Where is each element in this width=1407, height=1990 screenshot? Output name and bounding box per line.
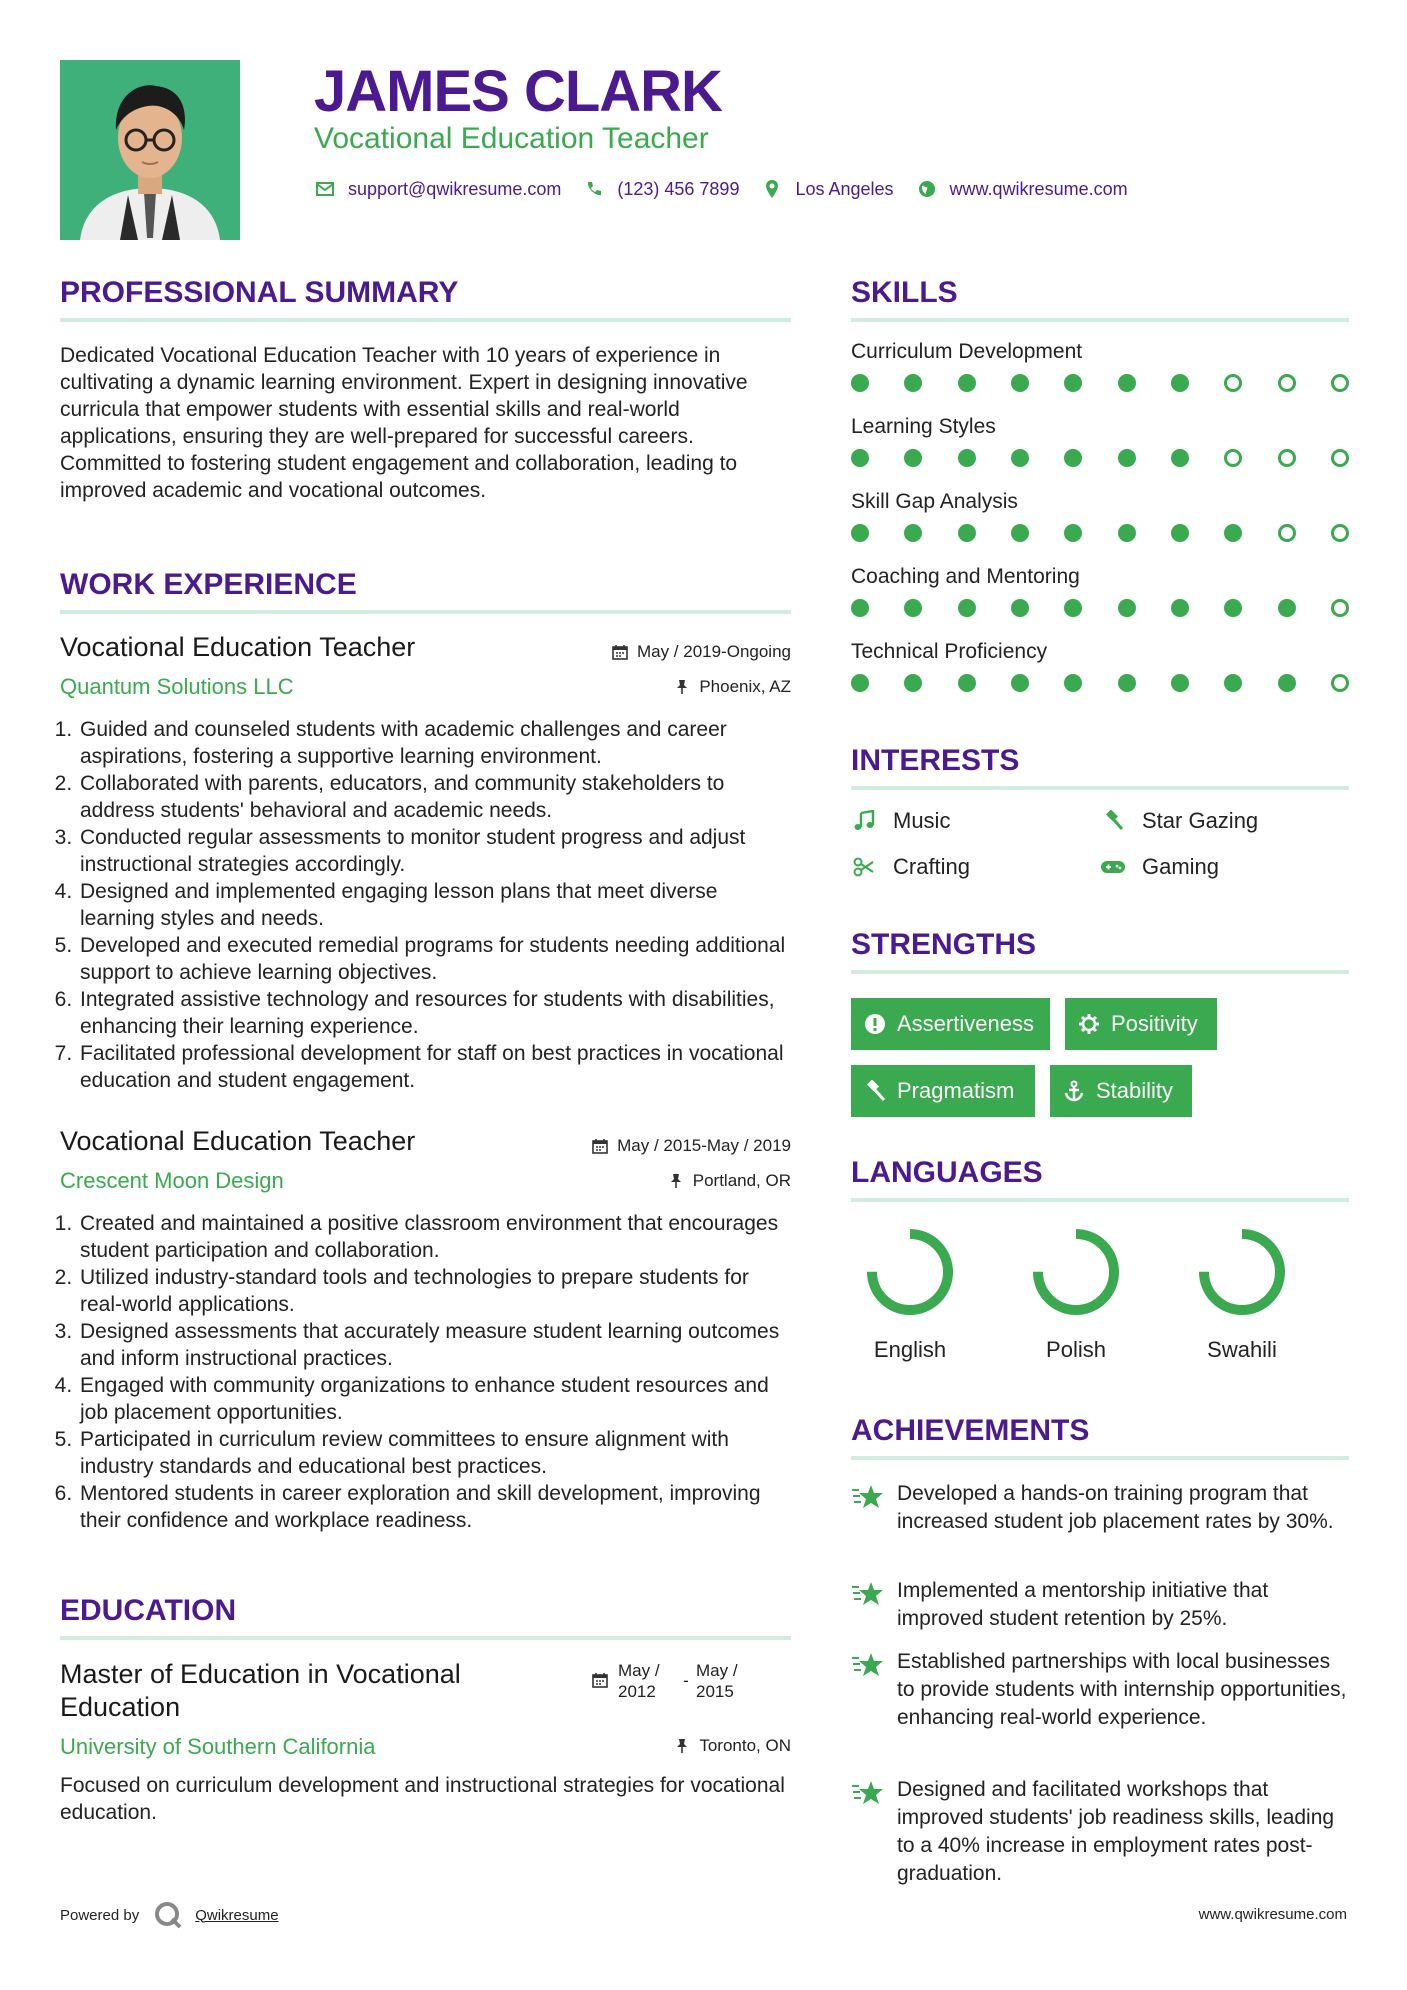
envelope-icon bbox=[314, 178, 336, 200]
rating-dot-filled bbox=[1011, 599, 1029, 617]
interests-divider bbox=[851, 786, 1349, 790]
skills-divider bbox=[851, 318, 1349, 322]
rating-dot-filled bbox=[958, 599, 976, 617]
job-duties-list bbox=[60, 1210, 790, 1534]
achievement-text: Designed and facilitated workshops that improved students' job readiness skills, leading to a 40% increase in employment rates post-graduation. bbox=[897, 1778, 1335, 1885]
map-pin-icon bbox=[761, 178, 783, 200]
skill-rating bbox=[851, 524, 1349, 542]
education-location-text: Toronto, ON bbox=[699, 1736, 791, 1755]
strength-assertiveness bbox=[851, 998, 1050, 1050]
end-year: 2015 bbox=[696, 1682, 734, 1701]
list-item: 5. Participated in curriculum review committees to ensure alignment with industry standards and educational best practices. bbox=[78, 1426, 790, 1480]
rating-dot-filled bbox=[958, 449, 976, 467]
job-dates bbox=[611, 642, 791, 662]
interest-music bbox=[851, 808, 950, 834]
music-note-icon bbox=[851, 808, 877, 834]
profile-photo bbox=[60, 60, 240, 240]
rating-dot-filled bbox=[904, 524, 922, 542]
education-heading: EDUCATION bbox=[60, 1594, 237, 1627]
rating-dot-filled bbox=[1171, 674, 1189, 692]
list-item: 3. Designed assessments that accurately measure student learning outcomes and inform instructional practices. bbox=[78, 1318, 790, 1372]
job-dates-text: May / 2019-Ongoing bbox=[636, 642, 791, 661]
rating-dot-empty bbox=[1331, 524, 1349, 542]
rating-dot-empty bbox=[1278, 374, 1296, 392]
strength-label: Assertiveness bbox=[897, 1011, 1034, 1036]
achievements-divider bbox=[851, 1456, 1349, 1460]
rating-dot-filled bbox=[1064, 374, 1082, 392]
list-item: 6. Integrated assistive technology and resources for students with disabilities, enhancing their learning experience. bbox=[78, 986, 790, 1040]
skill-rating bbox=[851, 449, 1349, 467]
gear-icon bbox=[1077, 1012, 1101, 1036]
contact-phone[interactable] bbox=[583, 178, 739, 200]
exclamation-circle-icon bbox=[863, 1012, 887, 1036]
language-label: Polish bbox=[1046, 1337, 1106, 1362]
rating-dot-empty bbox=[1331, 599, 1349, 617]
job-duties-list bbox=[60, 716, 790, 1094]
job-location-text: Portland, OR bbox=[692, 1171, 791, 1190]
anchor-icon bbox=[1062, 1079, 1086, 1103]
skills-heading: SKILLS bbox=[851, 276, 958, 309]
job-title: Vocational Education Teacher bbox=[60, 632, 416, 662]
skill-item bbox=[851, 565, 1349, 617]
rating-dot-empty bbox=[1224, 449, 1242, 467]
rating-dot-filled bbox=[958, 524, 976, 542]
start-year: 2012 bbox=[618, 1682, 656, 1701]
language-item bbox=[855, 1224, 965, 1363]
education-start bbox=[618, 1660, 676, 1702]
rating-dot-filled bbox=[904, 674, 922, 692]
contact-website[interactable] bbox=[916, 178, 1128, 200]
rating-dot-empty bbox=[1331, 374, 1349, 392]
candidate-title: Vocational Education Teacher bbox=[314, 122, 709, 155]
rating-dot-filled bbox=[1064, 449, 1082, 467]
star-award-icon bbox=[851, 1482, 885, 1516]
rating-dot-filled bbox=[1171, 374, 1189, 392]
pushpin-icon bbox=[673, 1737, 691, 1755]
rating-dot-filled bbox=[1171, 524, 1189, 542]
achievement-text: Established partnerships with local businesses to provide students with internship opportunities, enhancing real-world experience. bbox=[897, 1650, 1347, 1729]
language-proficiency-ring bbox=[1194, 1224, 1290, 1320]
footer-site[interactable]: www.qwikresume.com bbox=[1198, 1906, 1347, 1923]
list-item: 2. Utilized industry-standard tools and technologies to prepare students for real-world applications. bbox=[78, 1264, 790, 1318]
rating-dot-filled bbox=[851, 374, 869, 392]
achievement-item bbox=[851, 1480, 1351, 1536]
pushpin-icon bbox=[667, 1172, 685, 1190]
skill-label: Technical Proficiency bbox=[851, 640, 1048, 663]
skill-label: Coaching and Mentoring bbox=[851, 565, 1080, 588]
strengths-heading: STRENGTHS bbox=[851, 928, 1037, 961]
gavel-icon bbox=[863, 1079, 887, 1103]
contact-bar bbox=[314, 178, 1150, 200]
education-end bbox=[696, 1660, 754, 1702]
website-text: www.qwikresume.com bbox=[949, 178, 1128, 199]
email-text: support@qwikresume.com bbox=[348, 178, 562, 199]
skill-rating bbox=[851, 374, 1349, 392]
languages-heading: LANGUAGES bbox=[851, 1156, 1043, 1189]
summary-divider bbox=[60, 318, 791, 322]
skill-item bbox=[851, 490, 1349, 542]
strength-stability bbox=[1050, 1065, 1192, 1117]
education-location bbox=[673, 1736, 791, 1756]
contact-location bbox=[761, 178, 893, 200]
rating-dot-filled bbox=[1224, 524, 1242, 542]
interest-label: Gaming bbox=[1142, 854, 1220, 879]
rating-dot-filled bbox=[1011, 449, 1029, 467]
interest-label: Music bbox=[893, 808, 951, 833]
school-name: University of Southern California bbox=[60, 1734, 376, 1759]
location-text: Los Angeles bbox=[795, 178, 894, 199]
work-heading: WORK EXPERIENCE bbox=[60, 568, 357, 601]
achievements-heading: ACHIEVEMENTS bbox=[851, 1414, 1090, 1447]
strengths-divider bbox=[851, 970, 1349, 974]
pushpin-icon bbox=[673, 678, 691, 696]
candidate-name: JAMES CLARK bbox=[314, 59, 722, 124]
list-item: 6. Mentored students in career exploration and skill development, improving their confidence and workplace readiness. bbox=[78, 1480, 790, 1534]
achievement-text: Implemented a mentorship initiative that improved student retention by 25%. bbox=[897, 1579, 1269, 1630]
language-label: English bbox=[873, 1337, 947, 1362]
scissors-icon bbox=[851, 854, 877, 880]
rating-dot-filled bbox=[1118, 449, 1136, 467]
rating-dot-empty bbox=[1331, 674, 1349, 692]
gamepad-icon bbox=[1100, 854, 1126, 880]
interest-star-gazing bbox=[1100, 808, 1258, 834]
phone-icon bbox=[583, 178, 605, 200]
language-proficiency-ring bbox=[1028, 1224, 1124, 1320]
achievement-text: Developed a hands-on training program that increased student job placement rates by 30%. bbox=[897, 1482, 1334, 1533]
job-location-text: Phoenix, AZ bbox=[699, 677, 791, 696]
skill-label: Curriculum Development bbox=[851, 340, 1083, 363]
interests-heading: INTERESTS bbox=[851, 744, 1020, 777]
qwikresume-logo-icon bbox=[153, 1900, 183, 1930]
list-item: 3. Conducted regular assessments to monitor student progress and adjust instructional strategies accordingly. bbox=[78, 824, 790, 878]
degree-title: Master of Education in Vocational Education bbox=[60, 1659, 461, 1722]
rating-dot-filled bbox=[1064, 599, 1082, 617]
rating-dot-filled bbox=[958, 674, 976, 692]
rating-dot-filled bbox=[1118, 674, 1136, 692]
job-title: Vocational Education Teacher bbox=[60, 1126, 416, 1156]
skill-label: Skill Gap Analysis bbox=[851, 490, 1018, 513]
language-label: Swahili bbox=[1207, 1337, 1277, 1362]
skill-rating bbox=[851, 599, 1349, 617]
rating-dot-filled bbox=[851, 449, 869, 467]
list-item: 1. Guided and counseled students with academic challenges and career aspirations, fostering a supportive learning environment. bbox=[78, 716, 790, 770]
calendar-icon bbox=[592, 1672, 610, 1690]
achievement-item bbox=[851, 1577, 1351, 1633]
rating-dot-filled bbox=[1224, 599, 1242, 617]
start-month: May / bbox=[618, 1661, 660, 1680]
job-dates bbox=[591, 1136, 791, 1156]
rating-dot-empty bbox=[1331, 449, 1349, 467]
interest-label: Star Gazing bbox=[1142, 808, 1259, 833]
rating-dot-filled bbox=[1011, 674, 1029, 692]
list-item: 5. Developed and executed remedial programs for students needing additional support to achieve learning objectives. bbox=[78, 932, 790, 986]
rating-dot-filled bbox=[851, 599, 869, 617]
education-description: Focused on curriculum development and instructional strategies for vocational education. bbox=[60, 1774, 785, 1824]
list-item: 2. Collaborated with parents, educators, and community stakeholders to address students' behavioral and academic needs. bbox=[78, 770, 790, 824]
rating-dot-empty bbox=[1278, 524, 1296, 542]
rating-dot-filled bbox=[904, 449, 922, 467]
footer-powered-by bbox=[60, 1900, 279, 1930]
skill-item bbox=[851, 340, 1349, 392]
achievement-item bbox=[851, 1648, 1351, 1732]
list-item: 4. Designed and implemented engaging lesson plans that meet diverse learning styles and needs. bbox=[78, 878, 790, 932]
globe-icon bbox=[916, 178, 938, 200]
rating-dot-filled bbox=[904, 599, 922, 617]
rating-dot-filled bbox=[1011, 374, 1029, 392]
rating-dot-filled bbox=[1224, 674, 1242, 692]
language-proficiency-ring bbox=[862, 1224, 958, 1320]
rating-dot-filled bbox=[1171, 449, 1189, 467]
skill-item bbox=[851, 415, 1349, 467]
achievement-item bbox=[851, 1776, 1351, 1888]
rating-dot-filled bbox=[1278, 674, 1296, 692]
phone-text: (123) 456 7899 bbox=[617, 178, 740, 199]
rating-dot-filled bbox=[958, 374, 976, 392]
interest-crafting bbox=[851, 854, 970, 880]
skill-item bbox=[851, 640, 1349, 692]
job-location bbox=[667, 1171, 791, 1191]
rating-dot-empty bbox=[1224, 374, 1242, 392]
interest-label: Crafting bbox=[893, 854, 971, 879]
languages-divider bbox=[851, 1198, 1349, 1202]
star-award-icon bbox=[851, 1579, 885, 1613]
rating-dot-filled bbox=[1278, 599, 1296, 617]
list-item: 4. Engaged with community organizations to enhance student resources and job placement opportunities. bbox=[78, 1372, 790, 1426]
strength-positivity bbox=[1065, 998, 1217, 1050]
rating-dot-filled bbox=[1118, 599, 1136, 617]
calendar-icon bbox=[591, 1137, 609, 1155]
star-award-icon bbox=[851, 1650, 885, 1684]
work-divider bbox=[60, 610, 791, 614]
skill-label: Learning Styles bbox=[851, 415, 996, 438]
summary-heading: PROFESSIONAL SUMMARY bbox=[60, 276, 459, 309]
end-month: May / bbox=[696, 1661, 738, 1680]
gavel-icon bbox=[1100, 808, 1126, 834]
list-item: 7. Facilitated professional development for staff on best practices in vocational education and student engagement. bbox=[78, 1040, 790, 1094]
job-company: Quantum Solutions LLC bbox=[60, 674, 294, 699]
proficiency-arc bbox=[1204, 1234, 1280, 1310]
contact-email[interactable] bbox=[314, 178, 561, 200]
job-dates-text: May / 2015-May / 2019 bbox=[617, 1136, 791, 1155]
rating-dot-filled bbox=[904, 374, 922, 392]
education-dates bbox=[592, 1660, 754, 1702]
rating-dot-filled bbox=[1118, 524, 1136, 542]
rating-dot-filled bbox=[1171, 599, 1189, 617]
rating-dot-filled bbox=[1064, 674, 1082, 692]
powered-by-text: Powered by bbox=[60, 1906, 140, 1924]
education-divider bbox=[60, 1636, 791, 1640]
rating-dot-filled bbox=[1011, 524, 1029, 542]
proficiency-arc bbox=[1038, 1234, 1114, 1310]
rating-dot-empty bbox=[1278, 449, 1296, 467]
language-item bbox=[1187, 1224, 1297, 1363]
calendar-icon bbox=[611, 643, 629, 661]
proficiency-arc bbox=[872, 1234, 948, 1310]
rating-dot-filled bbox=[1118, 374, 1136, 392]
strength-label: Positivity bbox=[1111, 1011, 1198, 1036]
job-location bbox=[673, 677, 791, 697]
language-item bbox=[1021, 1224, 1131, 1363]
interest-gaming bbox=[1100, 854, 1219, 880]
job-company: Crescent Moon Design bbox=[60, 1168, 284, 1193]
rating-dot-filled bbox=[1064, 524, 1082, 542]
list-item: 1. Created and maintained a positive classroom environment that encourages student participation and collaboration. bbox=[78, 1210, 790, 1264]
rating-dot-filled bbox=[851, 674, 869, 692]
star-award-icon bbox=[851, 1778, 885, 1812]
strength-pragmatism bbox=[851, 1065, 1035, 1117]
strength-label: Pragmatism bbox=[897, 1078, 1015, 1103]
skill-rating bbox=[851, 674, 1349, 692]
brand-link[interactable]: Qwikresume bbox=[195, 1906, 279, 1924]
rating-dot-filled bbox=[851, 524, 869, 542]
date-separator: - bbox=[683, 1671, 689, 1690]
strength-label: Stability bbox=[1096, 1078, 1174, 1103]
summary-text: Dedicated Vocational Education Teacher with 10 years of experience in cultivating a dynamic learning environment. Expert in designing innovative curricula that empower students with essential skills and real-world applications, ensuring they are well-prepared for successful careers. Committed to fostering student engagement and collaboration, leading to improved academic and vocational outcomes. bbox=[60, 344, 748, 502]
